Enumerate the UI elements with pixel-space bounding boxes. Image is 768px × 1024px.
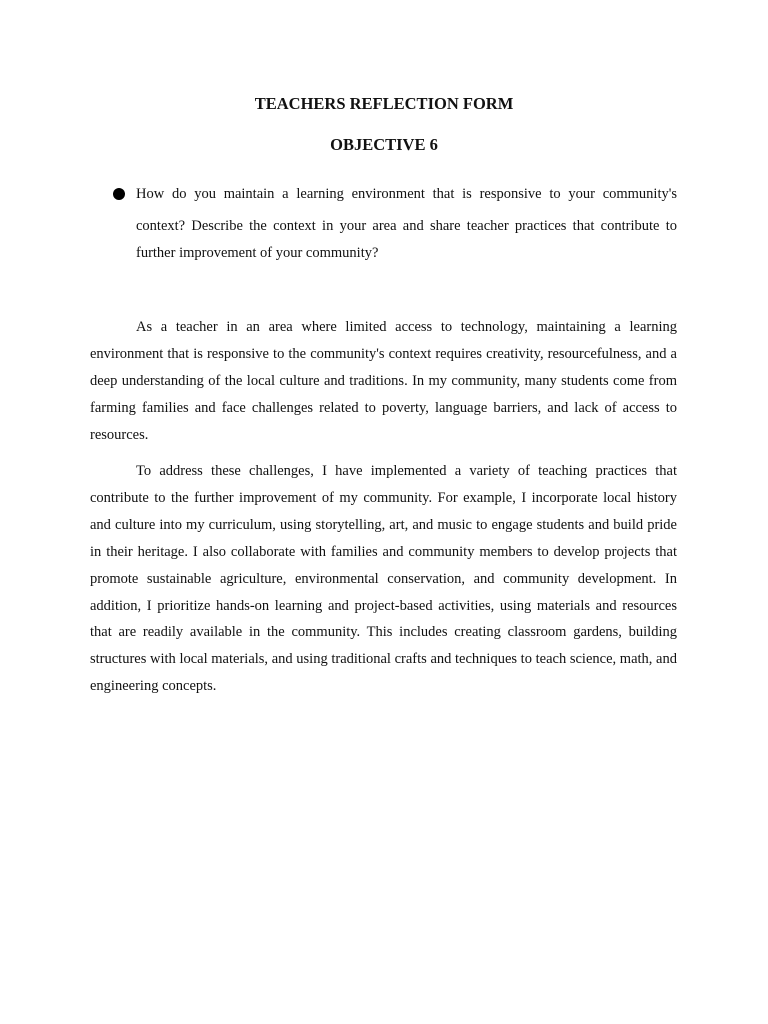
response-paragraph: To address these challenges, I have implemented a variety of teaching practices that contribute to the further improvement of my community. For example, I incorporate local history and culture into my curriculum, using storytelling, art, and music to engage students and build pride in their heritage. I also collaborate with families and community members to develop projects that promote sustainable agriculture, environmental conservation, and community development. In addition, I prioritize hands-on learning and project-based activities, using materials and resources that are readily available in the community. This includes creating classroom gardens, building structures with local materials, and using traditional crafts and techniques to teach science, math, and engineering concepts. [90,463,677,695]
document-title: TEACHERS REFLECTION FORM [254,94,514,113]
bullet-icon [113,188,125,200]
question-first-line: How do you maintain a learning environment that is responsive to your community's [136,186,677,202]
response-paragraph: As a teacher in an area where limited access to technology, maintaining a learning environment that is responsive to the community's context requires creativity, resourcefulness, and a deep understanding of the local culture and traditions. In my community, many students come from farming families and face challenges related to poverty, language barriers, and lack of access to resources. [90,319,677,443]
question-continuation: context? Describe the context in your area and share teacher practices that contribute to further improvement of your community? [136,218,677,261]
reflection-question [136,180,677,267]
objective-heading: OBJECTIVE 6 [330,135,438,154]
